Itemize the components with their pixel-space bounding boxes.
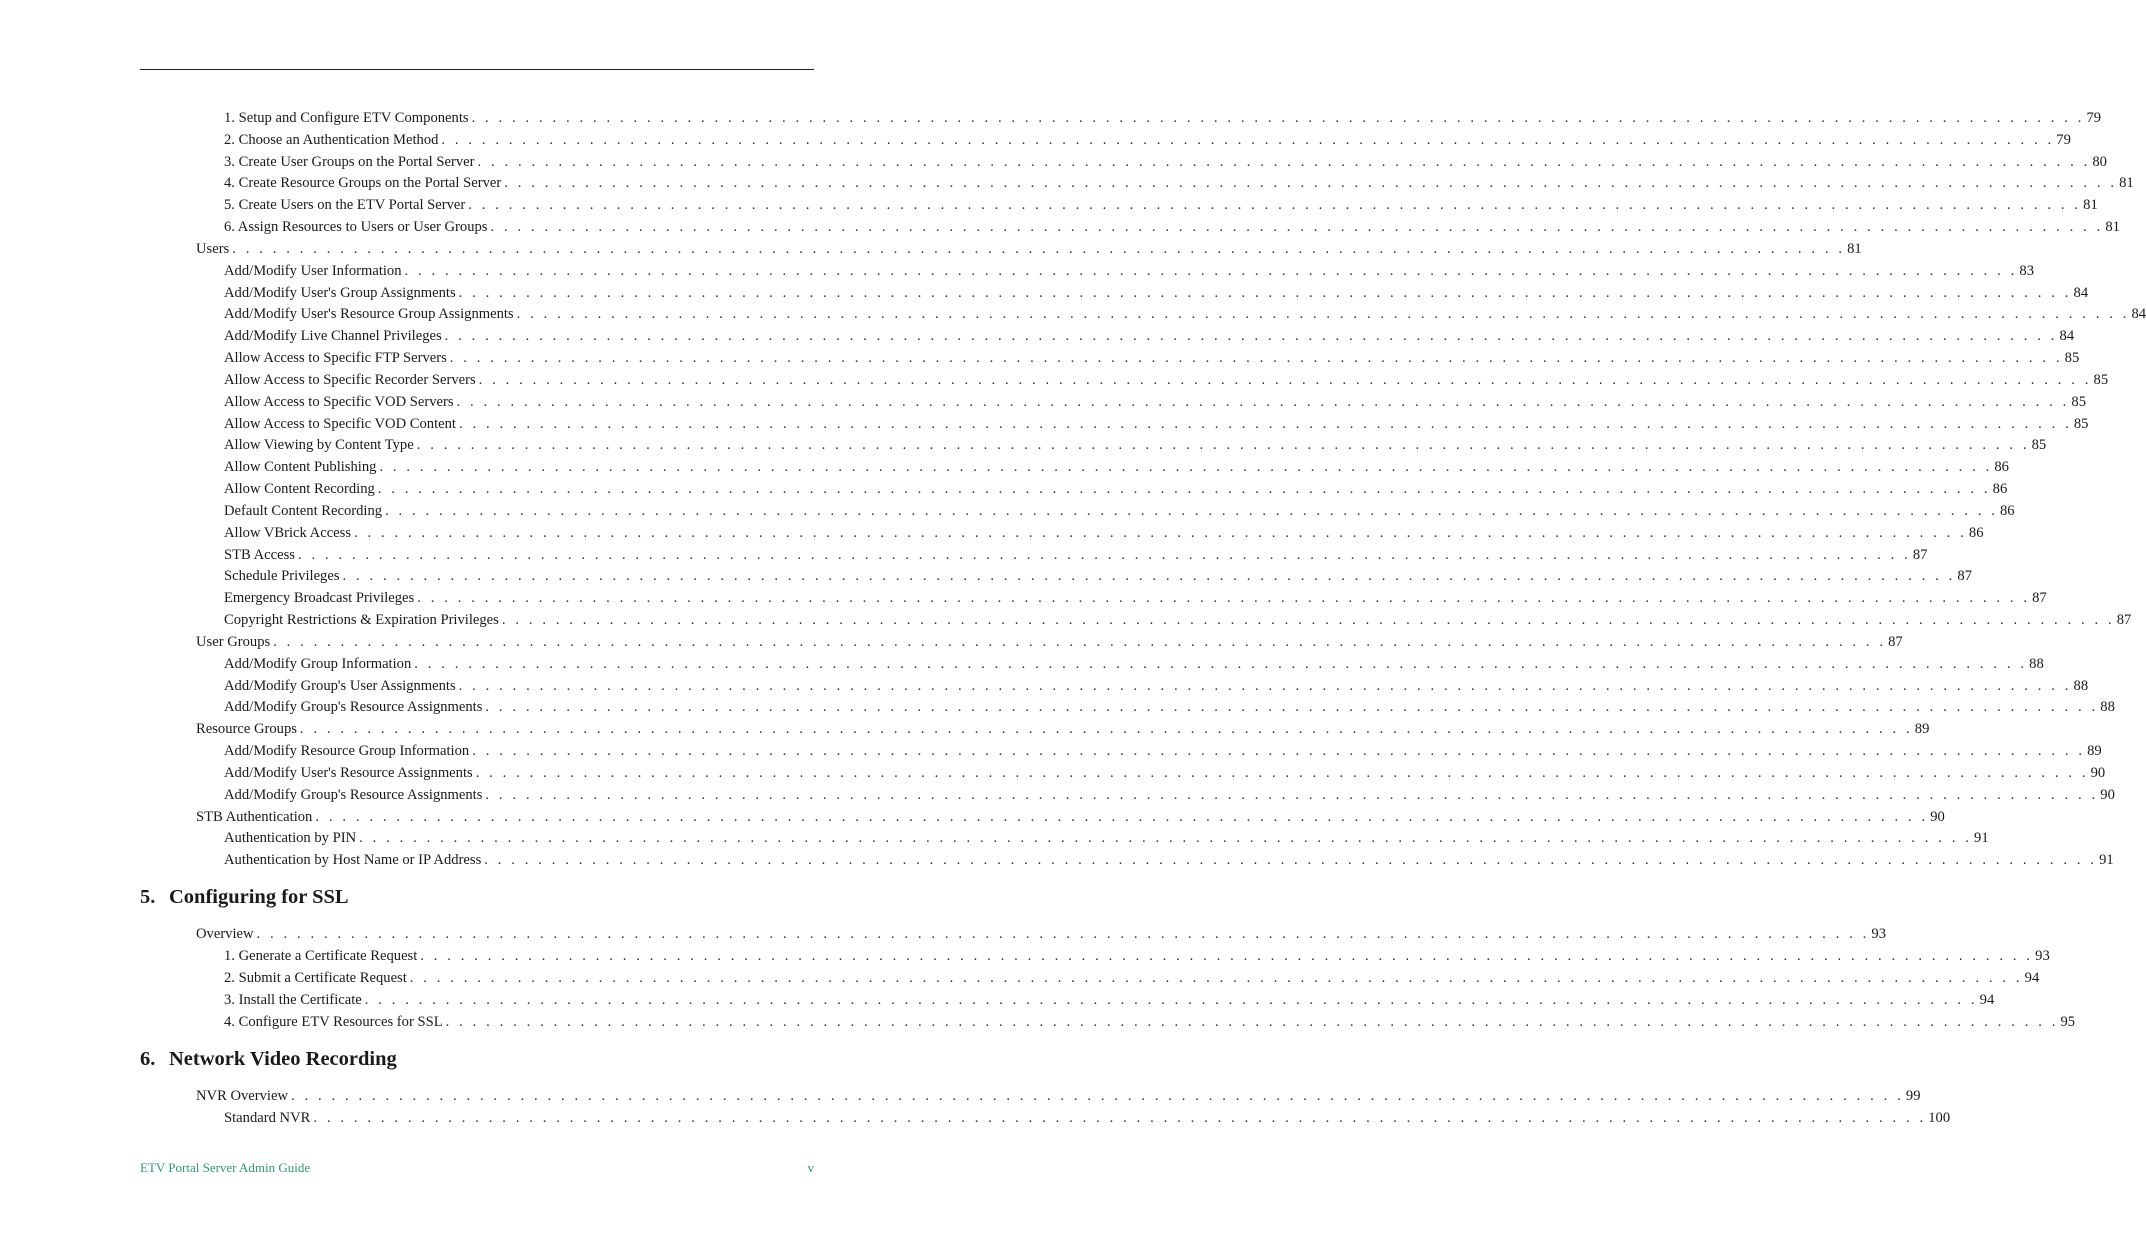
toc-entry[interactable]	[224, 849, 2114, 871]
dot-leader: . . . . . . . . . . . . . . . . . . . . . . . . . . . . . . . . . . . . . . . . . . . . . . . . . . . . . . . . . . . . . . . . . . . . . . . . . . . . . . . . . . . . . . . . . . . . . . . . . . . . . . . . . . . . . . . . . . . . . . . .	[484, 852, 2098, 869]
chapter-number: 5.	[140, 886, 156, 908]
toc-entry-title: User Groups	[196, 633, 271, 650]
toc-entry-title: Allow Access to Specific FTP Servers	[224, 350, 447, 367]
toc-entry[interactable]	[196, 1085, 1921, 1107]
toc-entry[interactable]	[224, 762, 2106, 784]
toc-entry[interactable]	[224, 456, 2009, 478]
toc-entry[interactable]	[224, 675, 2089, 697]
toc-entry-title: Standard NVR	[224, 1109, 311, 1126]
dot-leader: . . . . . . . . . . . . . . . . . . . . . . . . . . . . . . . . . . . . . . . . . . . . . . . . . . . . . . . . . . . . . . . . . . . . . . . . . . . . . . . . . . . . . . . . . . . . . . . . . . . . . . . . . . . . . . . . . . . . . . . .	[404, 262, 2018, 279]
toc-entry-title: STB Access	[224, 546, 295, 563]
toc-entry[interactable]	[224, 260, 2034, 282]
dot-leader: . . . . . . . . . . . . . . . . . . . . . . . . . . . . . . . . . . . . . . . . . . . . . . . . . . . . . . . . . . . . . . . . . . . . . . . . . . . . . . . . . . . . . . . . . . . . . . . . . . . . . . . . . . . . . . . . . . . . . . . .	[458, 677, 2072, 694]
toc-entry-title: Allow Access to Specific VOD Content	[224, 415, 456, 432]
toc-entry[interactable]	[224, 391, 2087, 413]
toc-entry-title: Add/Modify Group's User Assignments	[224, 677, 456, 694]
toc-entry-page: 81	[2083, 197, 2098, 214]
dot-leader: . . . . . . . . . . . . . . . . . . . . . . . . . . . . . . . . . . . . . . . . . . . . . . . . . . . . . . . . . . . . . . . . . . . . . . . . . . . . . . . . . . . . . . . . . . . . . . . . . . . . . . . . . . . . . . . . . . . . . . . .	[468, 197, 2082, 214]
toc-entry-page: 79	[2056, 131, 2071, 148]
dot-leader: . . . . . . . . . . . . . . . . . . . . . . . . . . . . . . . . . . . . . . . . . . . . . . . . . . . . . . . . . . . . . . . . . . . . . . . . . . . . . . . . . . . . . . . . . . . . . . . . . . . . . . . . . . . . . . . . . . . . . . . .	[444, 328, 2058, 345]
chapter-heading-5	[140, 886, 349, 909]
toc-entry-title: Copyright Restrictions & Expiration Privileges	[224, 612, 499, 629]
toc-entry[interactable]	[224, 989, 1995, 1011]
toc-entry-page: 93	[2035, 947, 2050, 964]
toc-entry[interactable]	[196, 718, 1930, 740]
footer-page-number: v	[807, 1160, 814, 1175]
dot-leader: . . . . . . . . . . . . . . . . . . . . . . . . . . . . . . . . . . . . . . . . . . . . . . . . . . . . . . . . . . . . . . . . . . . . . . . . . . . . . . . . . . . . . . . . . . . . . . . . . . . . . . . . . . . . . . . . . . . . . . . .	[232, 240, 1846, 257]
toc-entry-page: 85	[2064, 350, 2080, 367]
toc-entry-page: 95	[2060, 1013, 2076, 1030]
toc-entry-page: 79	[2086, 110, 2102, 126]
toc-entry-title: Emergency Broadcast Privileges	[224, 590, 415, 607]
dot-leader: . . . . . . . . . . . . . . . . . . . . . . . . . . . . . . . . . . . . . . . . . . . . . . . . . . . . . . . . . . . . . . . . . . . . . . . . . . . . . . . . . . . . . . . . . . . . . . . . . . . . . . . . . . . . . . . . . . . . . . . .	[485, 786, 2099, 803]
dot-leader: . . . . . . . . . . . . . . . . . . . . . . . . . . . . . . . . . . . . . . . . . . . . . . . . . . . . . . . . . . . . . . . . . . . . . . . . . . . . . . . . . . . . . . . . . . . . . . . . . . . . . . . . . . . . . . . . . . . . . . . .	[299, 721, 1913, 738]
toc-entry-page: 90	[2100, 786, 2115, 803]
toc-entry[interactable]	[224, 827, 1989, 849]
toc-entry-title: Allow VBrick Access	[224, 524, 352, 541]
dot-leader: . . . . . . . . . . . . . . . . . . . . . . . . . . . . . . . . . . . . . . . . . . . . . . . . . . . . . . . . . . . . . . . . . . . . . . . . . . . . . . . . . . . . . . . . . . . . . . . . . . . . . . . . . . . . . . . . . . . . . . . .	[377, 481, 1991, 498]
dot-leader: . . . . . . . . . . . . . . . . . . . . . . . . . . . . . . . . . . . . . . . . . . . . . . . . . . . . . . . . . . . . . . . . . . . . . . . . . . . . . . . . . . . . . . . . . . . . . . . . . . . . . . . . . . . . . . . . . . . . . . . .	[501, 612, 2115, 629]
toc-entry-page: 91	[2099, 852, 2114, 869]
toc-entry-page: 89	[1914, 721, 1930, 738]
toc-entry-title: Add/Modify User's Resource Assignments	[224, 764, 473, 781]
toc-entry[interactable]	[224, 413, 2089, 435]
dot-leader: . . . . . . . . . . . . . . . . . . . . . . . . . . . . . . . . . . . . . . . . . . . . . . . . . . . . . . . . . . . . . . . . . . . . . . . . . . . . . . . . . . . . . . . . . . . . . . . . . . . . . . . . . . . . . . . . . . . . . . . .	[416, 437, 2030, 454]
dot-leader: . . . . . . . . . . . . . . . . . . . . . . . . . . . . . . . . . . . . . . . . . . . . . . . . . . . . . . . . . . . . . . . . . . . . . . . . . . . . . . . . . . . . . . . . . . . . . . . . . . . . . . . . . . . . . . . . . . . . . . . .	[297, 546, 1911, 563]
toc-entry-title: Authentication by PIN	[224, 830, 357, 847]
toc-entry-title: 6. Assign Resources to Users or User Groups	[224, 219, 488, 236]
toc-entry[interactable]	[224, 434, 2047, 456]
toc-entry-title: 4. Configure ETV Resources for SSL	[224, 1013, 443, 1030]
dot-leader: . . . . . . . . . . . . . . . . . . . . . . . . . . . . . . . . . . . . . . . . . . . . . . . . . . . . . . . . . . . . . . . . . . . . . . . . . . . . . . . . . . . . . . . . . . . . . . . . . . . . . . . . . . . . . . . . . . . . . . . .	[313, 1109, 1927, 1126]
toc-entry[interactable]	[224, 478, 2008, 500]
toc-entry-page: 91	[1974, 830, 1989, 847]
dot-leader: . . . . . . . . . . . . . . . . . . . . . . . . . . . . . . . . . . . . . . . . . . . . . . . . . . . . . . . . . . . . . . . . . . . . . . . . . . . . . . . . . . . . . . . . . . . . . . . . . . . . . . . . . . . . . . . . . . . . . . . .	[273, 633, 1887, 650]
toc-entry[interactable]	[224, 967, 2040, 989]
dot-leader: . . . . . . . . . . . . . . . . . . . . . . . . . . . . . . . . . . . . . . . . . . . . . . . . . . . . . . . . . . . . . . . . . . . . . . . . . . . . . . . . . . . . . . . . . . . . . . . . . . . . . . . . . . . . . . . . . . . . . . . .	[475, 764, 2089, 781]
toc-entry[interactable]	[224, 369, 2109, 391]
dot-leader: . . . . . . . . . . . . . . . . . . . . . . . . . . . . . . . . . . . . . . . . . . . . . . . . . . . . . . . . . . . . . . . . . . . . . . . . . . . . . . . . . . . . . . . . . . . . . . . . . . . . . . . . . . . . . . . . . . . . . . . .	[490, 219, 2104, 236]
dot-leader: . . . . . . . . . . . . . . . . . . . . . . . . . . . . . . . . . . . . . . . . . . . . . . . . . . . . . . . . . . . . . . . . . . . . . . . . . . . . . . . . . . . . . . . . . . . . . . . . . . . . . . . . . . . . . . . . . . . . . . . .	[342, 568, 1956, 585]
toc-entry-title: STB Authentication	[196, 808, 313, 825]
toc-entry[interactable]	[224, 194, 2098, 216]
dot-leader: . . . . . . . . . . . . . . . . . . . . . . . . . . . . . . . . . . . . . . . . . . . . . . . . . . . . . . . . . . . . . . . . . . . . . . . . . . . . . . . . . . . . . . . . . . . . . . . . . . . . . . . . . . . . . . . . . . . . . . . .	[456, 393, 2070, 410]
toc-entry-page: 80	[2092, 153, 2107, 170]
toc-entry-title: Add/Modify User's Group Assignments	[224, 284, 456, 301]
dot-leader: . . . . . . . . . . . . . . . . . . . . . . . . . . . . . . . . . . . . . . . . . . . . . . . . . . . . . . . . . . . . . . . . . . . . . . . . . . . . . . . . . . . . . . . . . . . . . . . . . . . . . . . . . . . . . . . . . . . . . . . .	[417, 590, 2031, 607]
dot-leader: . . . . . . . . . . . . . . . . . . . . . . . . . . . . . . . . . . . . . . . . . . . . . . . . . . . . . . . . . . . . . . . . . . . . . . . . . . . . . . . . . . . . . . . . . . . . . . . . . . . . . . . . . . . . . . . . . . . . . . . .	[359, 830, 1973, 847]
dot-leader: . . . . . . . . . . . . . . . . . . . . . . . . . . . . . . . . . . . . . . . . . . . . . . . . . . . . . . . . . . . . . . . . . . . . . . . . . . . . . . . . . . . . . . . . . . . . . . . . . . . . . . . . . . . . . . . . . . . . . . . .	[385, 502, 1998, 519]
toc-entry-title: Add/Modify Live Channel Privileges	[224, 328, 442, 345]
toc-entry-title: Authentication by Host Name or IP Address	[224, 852, 482, 869]
dot-leader: . . . . . . . . . . . . . . . . . . . . . . . . . . . . . . . . . . . . . . . . . . . . . . . . . . . . . . . . . . . . . . . . . . . . . . . . . . . . . . . . . . . . . . . . . . . . . . . . . . . . . . . . . . . . . . . . . . . . . . . .	[477, 153, 2091, 170]
toc-entry-title: 5. Create Users on the ETV Portal Server	[224, 197, 466, 214]
toc-entry-page: 84	[2059, 328, 2075, 345]
toc-entry-page: 88	[2029, 655, 2044, 672]
toc-entry[interactable]	[224, 500, 2015, 522]
toc-entry-title: Schedule Privileges	[224, 568, 340, 585]
toc-entry[interactable]	[224, 696, 2115, 718]
toc-entry[interactable]	[224, 107, 2102, 129]
toc-entry-page: 85	[2071, 393, 2087, 410]
toc-entry-page: 87	[1912, 546, 1928, 563]
toc-entry-page: 86	[1994, 459, 2009, 476]
toc-entry-title: Allow Access to Specific Recorder Servers	[224, 371, 476, 388]
toc-entry[interactable]	[224, 784, 2115, 806]
toc-entry-title: Overview	[196, 926, 254, 942]
dot-leader: . . . . . . . . . . . . . . . . . . . . . . . . . . . . . . . . . . . . . . . . . . . . . . . . . . . . . . . . . . . . . . . . . . . . . . . . . . . . . . . . . . . . . . . . . . . . . . . . . . . . . . . . . . . . . . . . . . . . . . . .	[354, 524, 1967, 541]
toc-entry-page: 83	[2019, 262, 2034, 279]
toc-entry-title: 1. Generate a Certificate Request	[224, 947, 418, 964]
toc-entry-title: 4. Create Resource Groups on the Portal Server	[224, 175, 502, 192]
toc-entry[interactable]	[196, 923, 1887, 945]
toc-entry-page: 86	[1999, 502, 2015, 519]
toc-entry[interactable]	[224, 129, 2071, 151]
toc-entry-title: 2. Submit a Certificate Request	[224, 969, 407, 986]
toc-entry-page: 88	[2073, 677, 2089, 694]
dot-leader: . . . . . . . . . . . . . . . . . . . . . . . . . . . . . . . . . . . . . . . . . . . . . . . . . . . . . . . . . . . . . . . . . . . . . . . . . . . . . . . . . . . . . . . . . . . . . . . . . . . . . . . . . . . . . . . . . . . . . . . .	[478, 371, 2092, 388]
dot-leader: . . . . . . . . . . . . . . . . . . . . . . . . . . . . . . . . . . . . . . . . . . . . . . . . . . . . . . . . . . . . . . . . . . . . . . . . . . . . . . . . . . . . . . . . . . . . . . . . . . . . . . . . . . . . . . . . . . . . . . . .	[379, 459, 1993, 476]
toc-entry-title: Users	[196, 240, 230, 257]
dot-leader: . . . . . . . . . . . . . . . . . . . . . . . . . . . . . . . . . . . . . . . . . . . . . . . . . . . . . . . . . . . . . . . . . . . . . . . . . . . . . . . . . . . . . . . . . . . . . . . . . . . . . . . . . . . . . . . . . . . . . . . .	[458, 284, 2072, 301]
toc-entry-page: 94	[2024, 969, 2040, 986]
dot-leader: . . . . . . . . . . . . . . . . . . . . . . . . . . . . . . . . . . . . . . . . . . . . . . . . . . . . . . . . . . . . . . . . . . . . . . . . . . . . . . . . . . . . . . . . . . . . . . . . . . . . . . . . . . . . . . . . . . . . . . . .	[449, 350, 2063, 367]
toc-entry-page: 81	[2105, 219, 2120, 236]
toc-entry-page: 81	[2119, 175, 2134, 192]
toc-entry-page: 86	[1992, 481, 2008, 498]
toc-entry[interactable]	[224, 347, 2080, 369]
toc-entry-page: 86	[1968, 524, 1984, 541]
toc-entry-title: 2. Choose an Authentication Method	[224, 131, 439, 148]
dot-leader: . . . . . . . . . . . . . . . . . . . . . . . . . . . . . . . . . . . . . . . . . . . . . . . . . . . . . . . . . . . . . . . . . . . . . . . . . . . . . . . . . . . . . . . . . . . . . . . . . . . . . . . . . . . . . . . . . . . . . . . .	[485, 699, 2099, 716]
dot-leader: . . . . . . . . . . . . . . . . . . . . . . . . . . . . . . . . . . . . . . . . . . . . . . . . . . . . . . . . . . . . . . . . . . . . . . . . . . . . . . . . . . . . . . . . . . . . . . . . . . . . . . . . . . . . . . . . . . . . . . . .	[315, 808, 1929, 825]
chapter-number: 6.	[140, 1048, 156, 1070]
chapter-title: Network Video Recording	[169, 1048, 397, 1070]
dot-leader: . . . . . . . . . . . . . . . . . . . . . . . . . . . . . . . . . . . . . . . . . . . . . . . . . . . . . . . . . . . . . . . . . . . . . . . . . . . . . . . . . . . . . . . . . . . . . . . . . . . . . . . . . . . . . . . . . . . . . . . .	[441, 131, 2055, 148]
toc-entry[interactable]	[224, 151, 2107, 173]
toc-entry-title: 3. Create User Groups on the Portal Server	[224, 153, 475, 170]
dot-leader: . . . . . . . . . . . . . . . . . . . . . . . . . . . . . . . . . . . . . . . . . . . . . . . . . . . . . . . . . . . . . . . . . . . . . . . . . . . . . . . . . . . . . . . . . . . . . . . . . . . . . . . . . . . . . . . . . . . . . . . .	[291, 1088, 1904, 1104]
toc-entry[interactable]	[224, 282, 2089, 304]
dot-leader: . . . . . . . . . . . . . . . . . . . . . . . . . . . . . . . . . . . . . . . . . . . . . . . . . . . . . . . . . . . . . . . . . . . . . . . . . . . . . . . . . . . . . . . . . . . . . . . . . . . . . . . . . . . . . . . . . . . . . . . .	[364, 991, 1978, 1008]
dot-leader: . . . . . . . . . . . . . . . . . . . . . . . . . . . . . . . . . . . . . . . . . . . . . . . . . . . . . . . . . . . . . . . . . . . . . . . . . . . . . . . . . . . . . . . . . . . . . . . . . . . . . . . . . . . . . . . . . . . . . . . .	[472, 743, 2086, 760]
toc-entry-title: 1. Setup and Configure ETV Components	[224, 110, 469, 126]
toc-entry[interactable]	[224, 740, 2102, 762]
toc-entry-page: 88	[2100, 699, 2115, 716]
toc-entry-title: Add/Modify User Information	[224, 262, 402, 279]
dot-leader: . . . . . . . . . . . . . . . . . . . . . . . . . . . . . . . . . . . . . . . . . . . . . . . . . . . . . . . . . . . . . . . . . . . . . . . . . . . . . . . . . . . . . . . . . . . . . . . . . . . . . . . . . . . . . . . . . . . . . . . .	[471, 110, 2085, 126]
toc-entry-title: Add/Modify Group's Resource Assignments	[224, 699, 483, 716]
toc-entry[interactable]	[224, 172, 2134, 194]
toc-entry-title: Add/Modify Resource Group Information	[224, 743, 470, 760]
toc-entry[interactable]	[224, 653, 2044, 675]
toc-entry-page: 84	[2131, 306, 2146, 323]
chapter-heading-6	[140, 1048, 397, 1071]
toc-entry-page: 85	[2073, 415, 2089, 432]
toc-entry-title: Allow Content Recording	[224, 481, 375, 498]
toc-entry[interactable]	[224, 1107, 1951, 1129]
dot-leader: . . . . . . . . . . . . . . . . . . . . . . . . . . . . . . . . . . . . . . . . . . . . . . . . . . . . . . . . . . . . . . . . . . . . . . . . . . . . . . . . . . . . . . . . . . . . . . . . . . . . . . . . . . . . . . . . . . . . . . . .	[420, 947, 2034, 964]
toc-entry-title: Default Content Recording	[224, 502, 383, 519]
toc-entry-page: 81	[1847, 240, 1862, 257]
dot-leader: . . . . . . . . . . . . . . . . . . . . . . . . . . . . . . . . . . . . . . . . . . . . . . . . . . . . . . . . . . . . . . . . . . . . . . . . . . . . . . . . . . . . . . . . . . . . . . . . . . . . . . . . . . . . . . . . . . . . . . . .	[516, 306, 2130, 323]
toc-entry-page: 87	[1888, 633, 1903, 650]
toc-entry-page: 85	[2093, 371, 2109, 388]
toc-entry[interactable]	[224, 303, 2146, 325]
chapter-title: Configuring for SSL	[169, 886, 349, 908]
dot-leader: . . . . . . . . . . . . . . . . . . . . . . . . . . . . . . . . . . . . . . . . . . . . . . . . . . . . . . . . . . . . . . . . . . . . . . . . . . . . . . . . . . . . . . . . . . . . . . . . . . . . . . . . . . . . . . . . . . . . . . . .	[409, 969, 2023, 986]
toc-entry-page: 93	[1871, 926, 1887, 942]
toc-entry-title: Allow Viewing by Content Type	[224, 437, 414, 454]
toc-entry-page: 99	[1905, 1088, 1921, 1104]
toc-entry-page: 84	[2073, 284, 2089, 301]
toc-entry-title: Add/Modify Group's Resource Assignments	[224, 786, 483, 803]
toc-entry-page: 90	[2090, 764, 2106, 781]
toc-entry-page: 94	[1979, 991, 1995, 1008]
toc-entry[interactable]	[224, 522, 1984, 544]
toc-entry-title: 3. Install the Certificate	[224, 991, 362, 1008]
toc-entry-title: Add/Modify Group Information	[224, 655, 412, 672]
toc-entry-page: 100	[1928, 1109, 1951, 1126]
header-rule	[140, 69, 814, 70]
toc-entry-title: Add/Modify User's Resource Group Assignments	[224, 306, 514, 323]
toc-entry-page: 87	[2032, 590, 2047, 607]
toc-entry[interactable]	[224, 945, 2050, 967]
toc-entry[interactable]	[224, 544, 1928, 566]
toc-entry-page: 87	[1957, 568, 1972, 585]
dot-leader: . . . . . . . . . . . . . . . . . . . . . . . . . . . . . . . . . . . . . . . . . . . . . . . . . . . . . . . . . . . . . . . . . . . . . . . . . . . . . . . . . . . . . . . . . . . . . . . . . . . . . . . . . . . . . . . . . . . . . . . .	[458, 415, 2072, 432]
toc-entry[interactable]	[224, 587, 2047, 609]
toc-entry-page: 87	[2116, 612, 2132, 629]
toc-entry-page: 85	[2031, 437, 2047, 454]
dot-leader: . . . . . . . . . . . . . . . . . . . . . . . . . . . . . . . . . . . . . . . . . . . . . . . . . . . . . . . . . . . . . . . . . . . . . . . . . . . . . . . . . . . . . . . . . . . . . . . . . . . . . . . . . . . . . . . . . . . . . . . .	[504, 175, 2118, 192]
toc-entry[interactable]	[196, 631, 1903, 653]
toc-entry[interactable]	[224, 565, 1972, 587]
toc-entry[interactable]	[224, 325, 2075, 347]
dot-leader: . . . . . . . . . . . . . . . . . . . . . . . . . . . . . . . . . . . . . . . . . . . . . . . . . . . . . . . . . . . . . . . . . . . . . . . . . . . . . . . . . . . . . . . . . . . . . . . . . . . . . . . . . . . . . . . . . . . . . . . .	[445, 1013, 2059, 1030]
toc-entry[interactable]	[196, 238, 1862, 260]
toc-entry-page: 90	[1930, 808, 1945, 825]
toc-entry-title: NVR Overview	[196, 1088, 289, 1104]
toc-entry-title: Resource Groups	[196, 721, 297, 738]
toc-entry[interactable]	[224, 1011, 2076, 1033]
dot-leader: . . . . . . . . . . . . . . . . . . . . . . . . . . . . . . . . . . . . . . . . . . . . . . . . . . . . . . . . . . . . . . . . . . . . . . . . . . . . . . . . . . . . . . . . . . . . . . . . . . . . . . . . . . . . . . . . . . . . . . . .	[256, 926, 1870, 942]
toc-entry-page: 89	[2087, 743, 2102, 760]
toc-entry[interactable]	[196, 806, 1945, 828]
toc-entry-title: Allow Content Publishing	[224, 459, 377, 476]
toc-entry[interactable]	[224, 609, 2132, 631]
dot-leader: . . . . . . . . . . . . . . . . . . . . . . . . . . . . . . . . . . . . . . . . . . . . . . . . . . . . . . . . . . . . . . . . . . . . . . . . . . . . . . . . . . . . . . . . . . . . . . . . . . . . . . . . . . . . . . . . . . . . . . . .	[414, 655, 2028, 672]
footer-guide-title: ETV Portal Server Admin Guide	[140, 1160, 311, 1175]
toc-entry[interactable]	[224, 216, 2120, 238]
toc-entry-title: Allow Access to Specific VOD Servers	[224, 393, 454, 410]
